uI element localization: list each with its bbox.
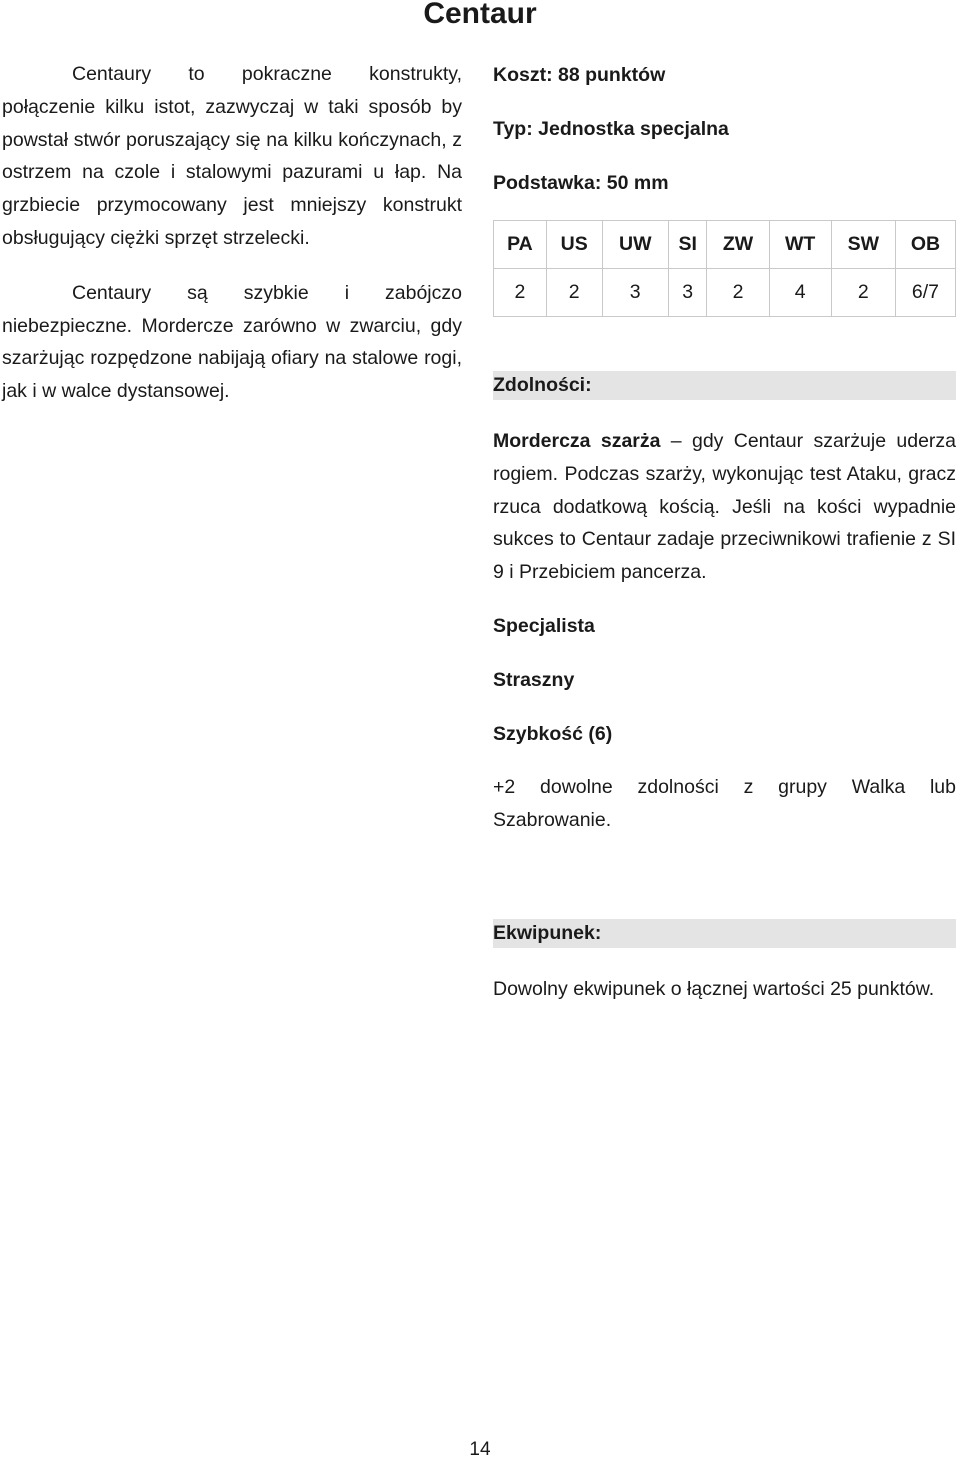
stat-value-sw: 2 xyxy=(831,269,895,317)
ability-charge-text: – gdy Centaur szarżuje uderza rogiem. Podczas szarży, wykonując test Ataku, gracz rzuca dodatkową kością. Jeśli na kości wypadnie sukces to Centaur zadaje przeciwnikowi trafienie z SI 9 i Przebiciem pancerza. xyxy=(493,430,956,584)
unit-card xyxy=(493,58,956,1005)
stat-header-wt: WT xyxy=(769,221,831,269)
page-title: Centaur xyxy=(423,0,537,30)
ability-scary: Straszny xyxy=(493,668,575,691)
page-number: 14 xyxy=(469,1439,491,1460)
unit-cost: Koszt: 88 punktów xyxy=(493,64,666,86)
stats-table xyxy=(493,220,956,317)
stat-value-us: 2 xyxy=(546,269,602,317)
stat-value-zw: 2 xyxy=(707,269,769,317)
stat-header-zw: ZW xyxy=(707,221,769,269)
ability-charge-name: Mordercza szarża xyxy=(493,430,661,452)
equipment-header: Ekwipunek: xyxy=(493,919,956,948)
description-column xyxy=(2,58,462,408)
equipment-text: Dowolny ekwipunek o łącznej wartości 25 punktów. xyxy=(493,977,935,1000)
stat-header-uw: UW xyxy=(602,221,668,269)
ability-specialist: Specjalista xyxy=(493,614,595,637)
ability-extra: +2 dowolne zdolności z grupy Walka lub Szabrowanie. xyxy=(493,775,956,831)
stat-header-sw: SW xyxy=(831,221,895,269)
stats-value-row xyxy=(494,269,956,317)
abilities-header: Zdolności: xyxy=(493,371,956,400)
stat-value-pa: 2 xyxy=(494,269,547,317)
stats-header-row xyxy=(494,221,956,269)
stat-header-pa: PA xyxy=(494,221,547,269)
unit-type: Typ: Jednostka specjalna xyxy=(493,118,729,140)
stat-value-wt: 4 xyxy=(769,269,831,317)
unit-base: Podstawka: 50 mm xyxy=(493,172,669,194)
ability-charge xyxy=(493,425,956,589)
stat-header-us: US xyxy=(546,221,602,269)
stat-header-ob: OB xyxy=(895,221,955,269)
description-paragraph-1: Centaury to pokraczne konstrukty, połączenie kilku istot, zazwyczaj w taki sposób by powstał stwór poruszający się na kilku kończynach, z ostrzem na czole i stalowymi pazurami u łap. Na grzbiecie przymocowany jest mniejszy konstrukt obsługujący ciężki sprzęt strzelecki. xyxy=(2,63,462,249)
description-paragraph-2: Centaury są szybkie i zabójczo niebezpieczne. Mordercze zarówno w zwarciu, gdy szarżując rozpędzone nabijają ofiary na stalowe rogi, jak i w walce dystansowej. xyxy=(2,281,462,403)
stat-header-si: SI xyxy=(668,221,707,269)
stat-value-si: 3 xyxy=(668,269,707,317)
stat-value-ob: 6/7 xyxy=(895,269,955,317)
stat-value-uw: 3 xyxy=(602,269,668,317)
ability-speed: Szybkość (6) xyxy=(493,722,613,745)
